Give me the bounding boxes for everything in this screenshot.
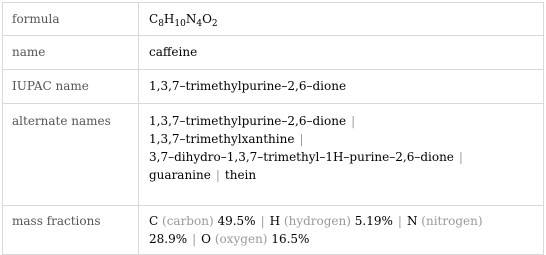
alternate-name: 1,3,7–trimethylpurine–2,6–dione <box>149 114 347 128</box>
formula-element-o: O <box>202 12 212 26</box>
mass-element-name: (carbon) <box>162 214 214 228</box>
formula-element-c: C <box>149 12 159 26</box>
iupac-row <box>3 70 544 104</box>
formula-count-c: 8 <box>158 19 164 29</box>
properties-table <box>2 2 544 255</box>
mass-fractions-label: mass fractions <box>3 206 139 255</box>
separator: | <box>397 214 402 228</box>
iupac-label: IUPAC name <box>3 70 139 104</box>
alternate-name: 3,7–dihydro–1,3,7–trimethyl–1H–purine–2,6–dione <box>149 150 454 164</box>
formula-count-o: 2 <box>211 19 218 29</box>
iupac-value: 1,3,7–trimethylpurine–2,6–dione <box>139 70 544 104</box>
mass-symbol: C <box>149 214 159 228</box>
mass-element-name: (oxygen) <box>214 232 268 246</box>
mass-symbol: H <box>269 214 281 228</box>
name-value: caffeine <box>139 36 544 70</box>
separator: | <box>351 114 356 128</box>
formula-value <box>139 3 544 36</box>
separator: | <box>215 168 220 182</box>
separator: | <box>260 214 265 228</box>
mass-value: 16.5% <box>271 232 310 246</box>
alternate-names-value <box>139 104 544 206</box>
separator: | <box>299 132 304 146</box>
mass-element-name: (nitrogen) <box>421 214 483 228</box>
alternate-name: thein <box>224 168 257 182</box>
mass-value: 28.9% <box>149 232 188 246</box>
separator: | <box>458 150 463 164</box>
formula-label: formula <box>3 3 139 36</box>
formula-element-h: H <box>163 12 175 26</box>
formula-count-h: 10 <box>174 19 186 29</box>
separator: | <box>192 232 197 246</box>
alternate-names-label: alternate names <box>3 104 139 206</box>
alternate-name: 1,3,7–trimethylxanthine <box>149 132 295 146</box>
alternate-name: guaranine <box>149 168 211 182</box>
mass-fractions-row <box>3 206 544 255</box>
mass-value: 49.5% <box>217 214 256 228</box>
mass-symbol: N <box>406 214 418 228</box>
formula-row <box>3 3 544 36</box>
formula-count-n: 4 <box>196 19 203 29</box>
alternate-names-row <box>3 104 544 206</box>
formula-element-n: N <box>185 12 197 26</box>
mass-element-name: (hydrogen) <box>283 214 351 228</box>
mass-value: 5.19% <box>354 214 393 228</box>
mass-fractions-value <box>139 206 544 255</box>
name-label: name <box>3 36 139 70</box>
name-row <box>3 36 544 70</box>
mass-symbol: O <box>201 232 212 246</box>
